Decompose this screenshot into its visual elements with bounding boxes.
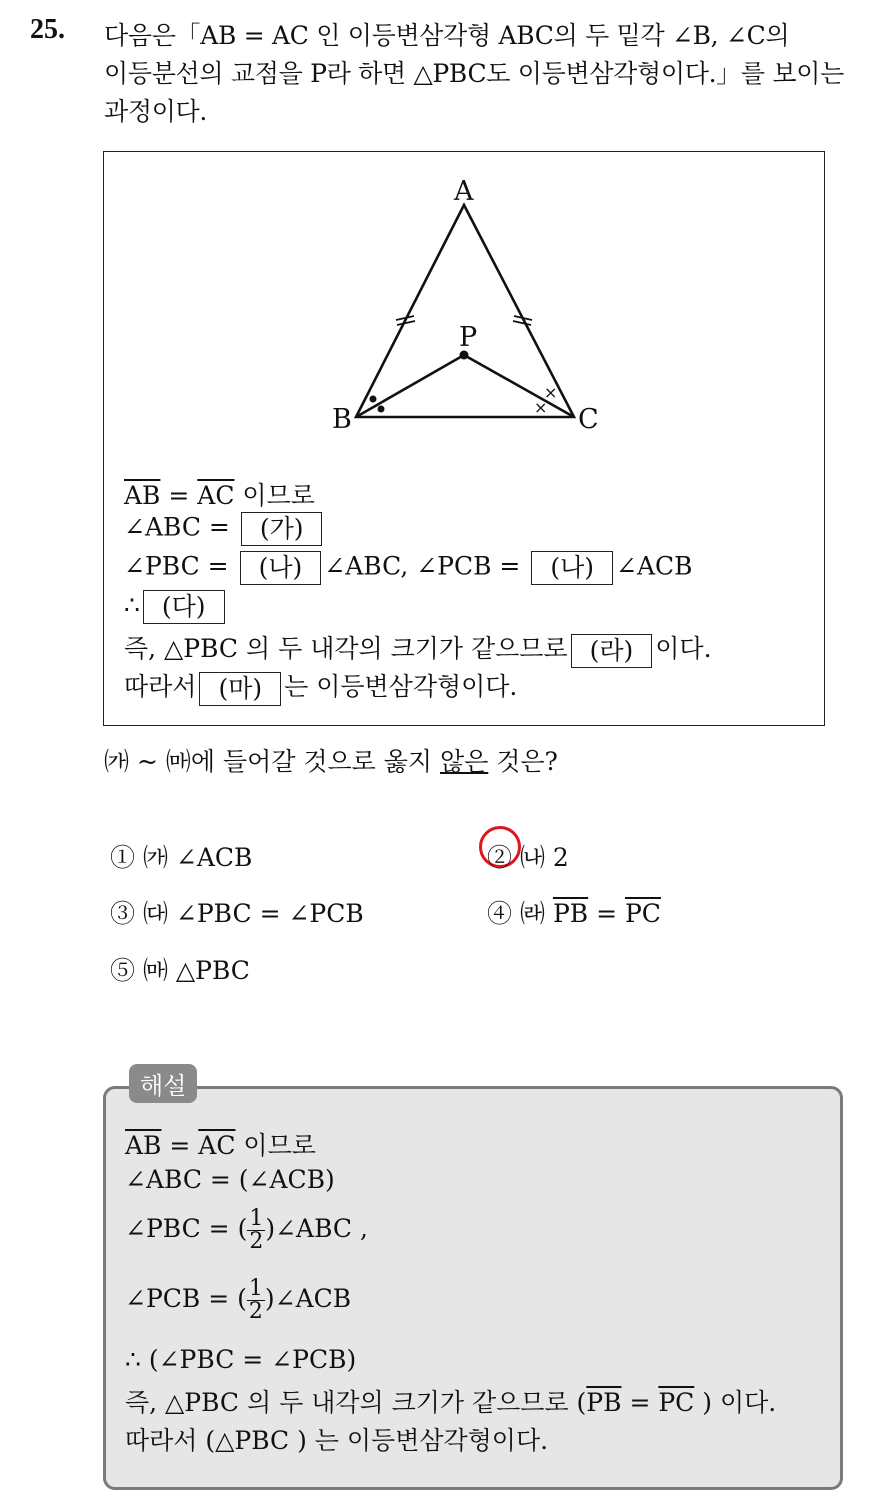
blank-ra: (라) — [571, 634, 653, 668]
explanation-line-2: ∠ABC = (∠ACB) — [125, 1165, 335, 1194]
proof-line-4 — [124, 590, 228, 624]
question-number: 25. — [30, 14, 65, 45]
proof-text: ∠ABC = — [124, 512, 238, 542]
explanation-text: ) 이다. — [694, 1388, 777, 1417]
blank-na-2: (나) — [531, 551, 613, 585]
equals: = — [588, 899, 625, 928]
proof-text: 는 이등변삼각형이다. — [284, 672, 518, 701]
choice-number: ② — [487, 843, 513, 872]
equals: = — [161, 1131, 199, 1160]
label-c: C — [578, 404, 599, 435]
question-line-3: 과정이다. — [104, 97, 208, 126]
segment-ac: $\overline{AC}$ — [198, 1131, 236, 1160]
segment-pb: $\overline{PB}$ — [586, 1388, 622, 1417]
proof-line-6 — [124, 667, 517, 706]
label-b: B — [332, 404, 352, 435]
choice-1[interactable] — [110, 838, 252, 874]
equals: = — [621, 1388, 659, 1417]
choice-text: ㈎ ∠ACB — [142, 843, 253, 872]
fraction-half — [247, 1278, 265, 1323]
triangle-figure — [320, 170, 620, 440]
segment-ab: $\overline{AB}$ — [125, 1131, 162, 1160]
explanation-tag: 해설 — [129, 1064, 197, 1103]
explanation-line-6 — [125, 1383, 776, 1419]
explanation-line-3 — [125, 1208, 368, 1253]
explanation-text: 이므로 — [235, 1131, 316, 1160]
proof-text: ∠PBC = — [124, 551, 237, 581]
question-line-2: 이등분선의 교점을 P라 하면 △PBC도 이등변삼각형이다.」를 보이는 — [104, 59, 844, 88]
proof-text: 즉, △PBC 의 두 내각의 크기가 같으므로 — [124, 634, 568, 663]
fraction-denominator: 2 — [248, 1299, 263, 1324]
choice-number: ③ — [110, 899, 136, 928]
choice-2[interactable] — [487, 838, 569, 874]
prompt-text: ㈎ ~ ㈒에 들어갈 것으로 옳지 — [104, 747, 440, 776]
equals: = — [160, 481, 198, 510]
choice-text: ㈐ ∠PBC = ∠PCB — [142, 899, 364, 928]
question-prompt — [104, 742, 558, 778]
proof-line-2 — [124, 512, 325, 546]
segment-pc: $\overline{PC}$ — [624, 899, 661, 928]
explanation-text: 즉, △PBC 의 두 내각의 크기가 같으므로 ( — [125, 1388, 587, 1417]
triangle-abc — [356, 205, 574, 417]
therefore-symbol: ∴ — [124, 590, 140, 620]
angle-dot-1 — [370, 396, 377, 403]
tick-ac-2 — [513, 321, 531, 325]
choice-number: ⑤ — [110, 956, 136, 985]
explanation-text: )∠ACB — [264, 1284, 352, 1313]
segment-ac: $\overline{AC}$ — [197, 481, 235, 510]
prompt-underlined: 않은 — [439, 747, 489, 776]
blank-na: (나) — [240, 551, 322, 585]
explanation-line-1 — [125, 1126, 316, 1162]
explanation-line-5: ∴ (∠PBC = ∠PCB) — [125, 1345, 357, 1374]
fraction-half — [247, 1208, 265, 1253]
proof-line-5 — [124, 629, 712, 668]
choice-number: ① — [110, 843, 136, 872]
proof-text: 따라서 — [124, 672, 197, 701]
fraction-numerator: 1 — [249, 1206, 264, 1231]
proof-line-1 — [124, 476, 315, 512]
prompt-text: 것은? — [488, 747, 558, 776]
choice-label: ㈑ — [519, 899, 545, 928]
choice-text: ㈏ 2 — [519, 843, 569, 872]
angle-cross-2: × — [534, 398, 548, 417]
proof-text: ∠ACB — [616, 551, 693, 581]
fraction-numerator: 1 — [248, 1276, 263, 1301]
fraction-denominator: 2 — [249, 1229, 264, 1254]
proof-line-3 — [124, 551, 693, 585]
choice-number: ④ — [487, 899, 513, 928]
angle-dot-2 — [378, 406, 385, 413]
proof-text: ∠ABC, ∠PCB = — [324, 551, 529, 581]
label-a: A — [454, 176, 474, 207]
proof-text: 이므로 — [234, 481, 315, 510]
explanation-text: )∠ABC , — [265, 1214, 368, 1243]
explanation-text: ∠PCB = ( — [125, 1284, 247, 1313]
label-p: P — [459, 322, 478, 353]
blank-ma: (마) — [199, 672, 281, 706]
choice-3[interactable] — [110, 894, 364, 930]
explanation-line-7: 따라서 (△PBC ) 는 이등변삼각형이다. — [125, 1426, 549, 1455]
choice-4[interactable] — [487, 894, 661, 930]
proof-text: 이다. — [655, 634, 712, 663]
segment-ab: $\overline{AB}$ — [124, 481, 161, 510]
choice-5[interactable] — [110, 951, 250, 987]
segment-pc: $\overline{PC}$ — [658, 1388, 695, 1417]
segment-pb: $\overline{PB}$ — [552, 899, 589, 928]
blank-ga: (가) — [241, 512, 323, 546]
choice-text: ㈒ △PBC — [142, 956, 250, 985]
blank-da: (다) — [143, 590, 225, 624]
explanation-line-4 — [125, 1278, 351, 1323]
explanation-text: ∠PBC = ( — [125, 1214, 248, 1243]
angle-cross-1: × — [544, 383, 558, 402]
question-line-1: 다음은「AB = AC 인 이등변삼각형 ABC의 두 밑각 ∠B, ∠C의 — [104, 21, 790, 50]
